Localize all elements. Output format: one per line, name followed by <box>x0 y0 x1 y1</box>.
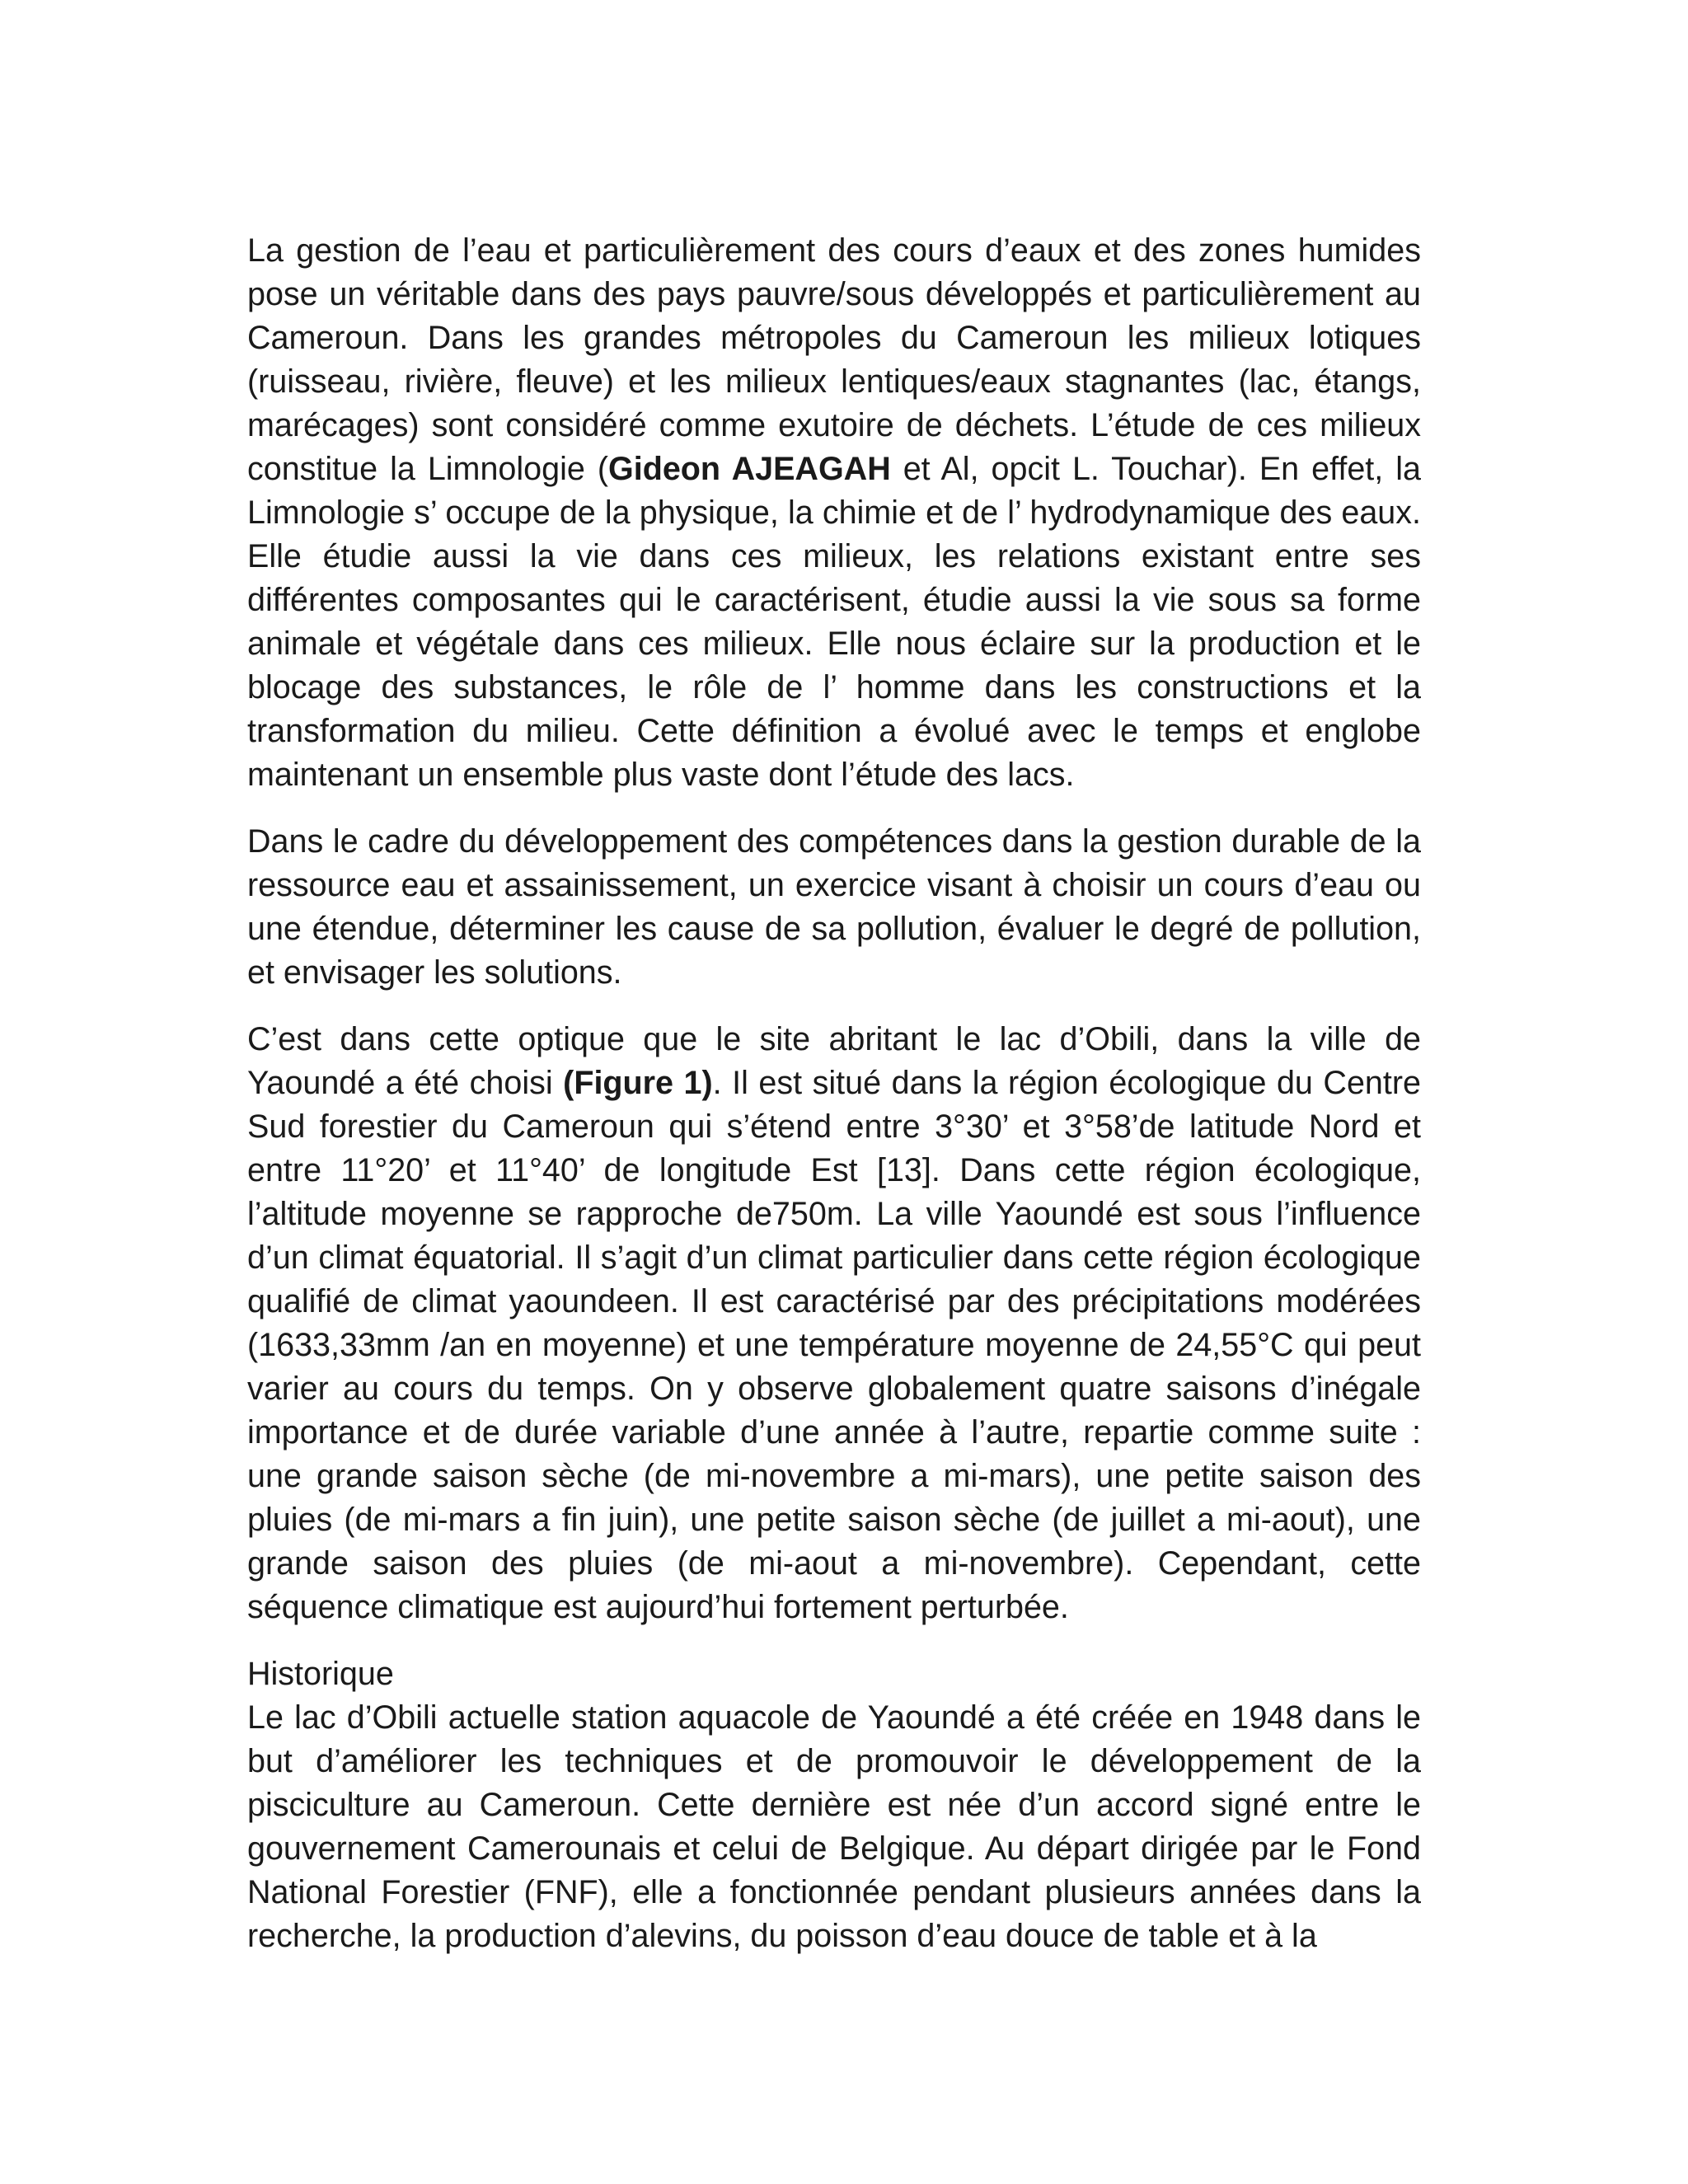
paragraph-limnologie <box>247 229 1421 797</box>
paragraph-historique <box>247 1696 1421 1958</box>
paragraph-1-text-end: et Al, opcit L. Touchar). En effet, la Limnologie s’ occupe de la physique, la chimie et de l’ hydrodynamique des eaux. Elle étudie aussi la vie dans ces milieux, les relations existant entre ses différentes composantes qui le caractérisent, étudie aussi la vie sous sa forme animale et végétale dans ces milieux. Elle nous éclaire sur la production et le blocage des substances, le rôle de l’ homme dans les constructions et la transformation du milieu. Cette définition a évolué avec le temps et englobe maintenant un ensemble plus vaste dont l’étude des lacs. <box>247 451 1421 793</box>
paragraph-competences <box>247 820 1421 995</box>
author-name-bold: Gideon AJEAGAH <box>608 451 891 487</box>
paragraph-site-obili <box>247 1018 1421 1629</box>
paragraph-1-text-start: La gestion de l’eau et particulièrement des cours d’eaux et des zones humides pose un véritable dans des pays pauvre/sous développés et particulièrement au Cameroun. Dans les grandes métropoles du Cameroun les milieux lotiques (ruisseau, rivière, fleuve) et les milieux lentiques/eaux stagnantes (lac, étangs, marécages) sont considéré comme exutoire de déchets. L’étude de ces milieux constitue la Limnologie ( <box>247 232 1421 487</box>
document-page <box>247 229 1421 1958</box>
paragraph-3-text-start: C’est dans cette optique que le site abritant le lac d’Obili, dans la ville de Yaoundé a été choisi <box>247 1021 1421 1101</box>
figure-reference-bold: (Figure 1) <box>563 1065 713 1101</box>
paragraph-3-text-end: . Il est situé dans la région écologique du Centre Sud forestier du Cameroun qui s’étend entre 3°30’ et 3°58’de latitude Nord et entre 11°20’ et 11°40’ de longitude Est [13]. Dans cette région écologique, l’altitude moyenne se rapproche de750m. La ville Yaoundé est sous l’influence d’un climat équatorial. Il s’agit d’un climat particulier dans cette région écologique qualifié de climat yaoundeen. Il est caractérisé par des précipitations modérées (1633,33mm /an en moyenne) et une température moyenne de 24,55°C qui peut varier au cours du temps. On y observe globalement quatre saisons d’inégale importance et de durée variable d’une année à l’autre, repartie comme suite : une grande saison sèche (de mi-novembre a mi-mars), une petite saison des pluies (de mi-mars a fin juin), une petite saison sèche (de juillet a mi-aout), une grande saison des pluies (de mi-aout a mi-novembre). Cependant, cette séquence climatique est aujourd’hui fortement perturbée. <box>247 1065 1421 1625</box>
paragraph-historique-text: Le lac d’Obili actuelle station aquacole de Yaoundé a été créée en 1948 dans le but d’améliorer les techniques et de promouvoir le développement de la pisciculture au Cameroun. Cette dernière est née d’un accord signé entre le gouvernement Camerounais et celui de Belgique. Au départ dirigée par le Fond National Forestier (FNF), elle a fonctionnée pendant plusieurs années dans la recherche, la production d’alevins, du poisson d’eau douce de table et à la <box>247 1699 1421 1954</box>
section-heading-historique: Historique <box>247 1656 394 1692</box>
paragraph-2-text: Dans le cadre du développement des compétences dans la gestion durable de la ressource eau et assainissement, un exercice visant à choisir un cours d’eau ou une étendue, déterminer les cause de sa pollution, évaluer le degré de pollution, et envisager les solutions. <box>247 823 1421 991</box>
